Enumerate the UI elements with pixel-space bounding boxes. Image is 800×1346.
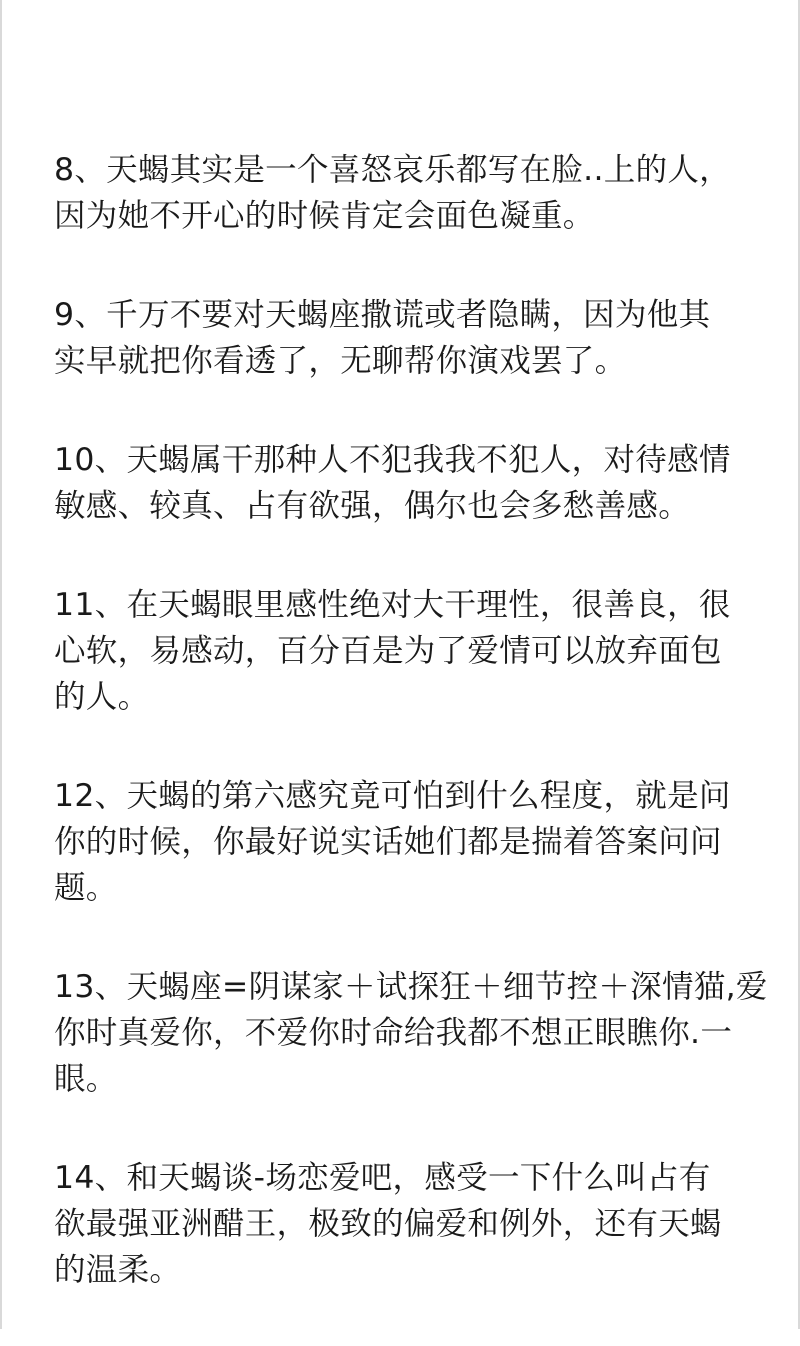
entry-line: 的人。	[54, 679, 150, 715]
text-content	[54, 147, 768, 1346]
entry-12	[54, 773, 754, 911]
entry-line: 你的时候，你最好说实话她们都是揣着答案问问	[54, 824, 722, 860]
entry-14	[54, 1155, 754, 1293]
entry-line: 题。	[54, 870, 118, 906]
entry-line: 你时真爱你，不爱你时命给我都不想正眼瞧你.一	[54, 1015, 733, 1051]
entry-9	[54, 292, 754, 384]
entry-line: 14、和天蝎谈-场恋爱吧，感受一下什么叫占有	[54, 1160, 711, 1196]
entry-8	[54, 147, 754, 239]
entry-line: 因为她不开心的时候肯定会面色凝重。	[54, 198, 595, 234]
entry-11	[54, 582, 754, 720]
entry-line: 11、在天蝎眼里感性绝对大干理性，很善良，很	[54, 587, 731, 623]
left-border	[0, 0, 2, 1329]
entry-line: 心软，易感动，百分百是为了爱情可以放弃面包	[54, 633, 722, 669]
entry-line: 8、天蝎其实是一个喜怒哀乐都写在脸..上的人，	[54, 152, 731, 188]
entry-10	[54, 437, 754, 529]
entry-13	[54, 964, 768, 1102]
entry-line: 实早就把你看透了，无聊帮你演戏罢了。	[54, 343, 627, 379]
entry-line: 敏感、较真、占有欲强，偶尔也会多愁善感。	[54, 488, 691, 524]
entry-line: 10、天蝎属干那种人不犯我我不犯人，对待感情	[54, 442, 731, 478]
entry-line: 的温柔。	[54, 1252, 182, 1288]
entry-line: 欲最强亚洲醋王，极致的偏爱和例外，还有天蝎	[54, 1206, 722, 1242]
entry-line: 13、天蝎座=阴谋家＋试探狂＋细节控＋深情猫,爱	[54, 969, 768, 1005]
entry-line: 12、天蝎的第六感究竟可怕到什么程度，就是问	[54, 778, 731, 814]
entry-line: 9、千万不要对天蝎座撒谎或者隐瞒，因为他其	[54, 297, 711, 333]
entry-line: 眼。	[54, 1061, 118, 1097]
